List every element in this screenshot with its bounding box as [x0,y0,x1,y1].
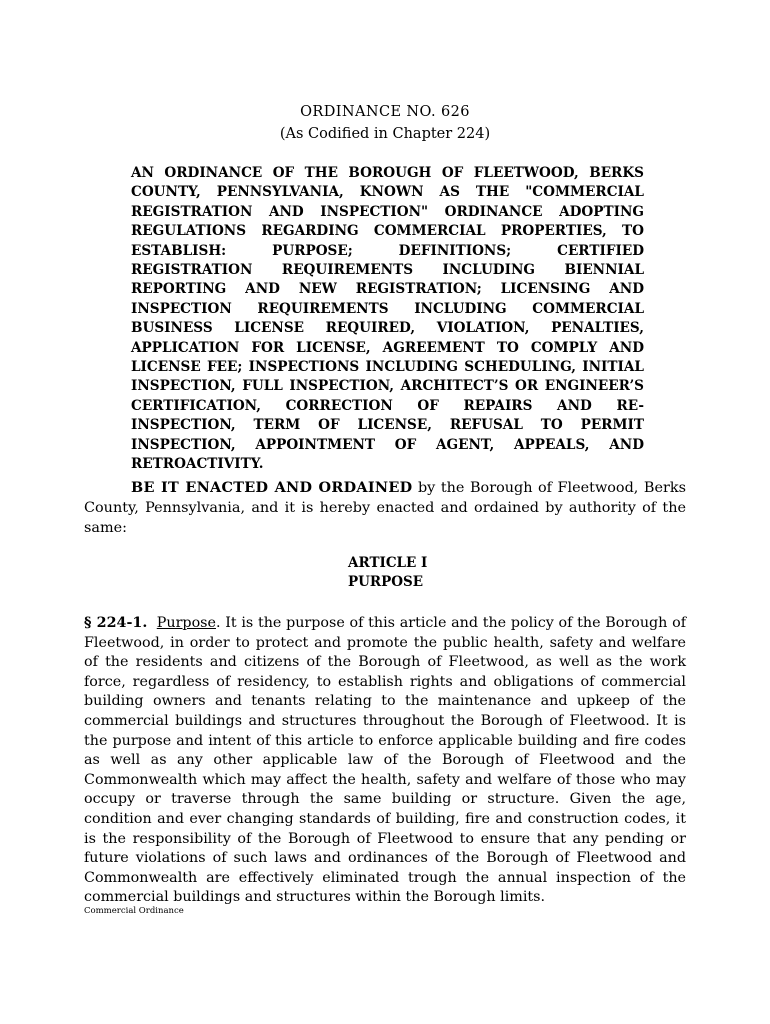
section-number: § 224-1. [84,615,148,631]
ordinance-subtitle: (As Codified in Chapter 224) [279,126,491,142]
enactment-body: by the Borough of Fleetwood, Berks County, Pennsylvania, and it is hereby enacted and ordained by authority of the same: [84,480,686,536]
article-heading [348,554,427,592]
enactment-lead: BE IT ENACTED AND ORDAINED [131,479,413,496]
section-body: It is the purpose of this article and the policy of the Borough of Fleetwood, in order to protect and promote the public health, safety and welfare of the residents and citizens of the Borough of Fleetwood, as well as the work force, regardless of residency, to establish rights and obligations of commercial building owners and tenants relating to the maintenance and upkeep of the commercial buildings and structures throughout the Borough of Fleetwood. It is the purpose and intent of this article to enforce applicable building and fire codes as well as any other applicable law of the Borough of Fleetwood and the Commonwealth which may affect the health, safety and welfare of those who may occupy or traverse through the same building or structure. Given the age, condition and ever changing standards of building, fire and construction codes, it is the responsibility of the Borough of Fleetwood to ensure that any pending or future violations of such laws and ordinances of the Borough of Fleetwood and Commonwealth are effectively eliminated trough the annual inspection of the commercial buildings and structures within the Borough limits. [84,615,686,906]
enactment-clause [84,478,686,538]
ordinance-title: ORDINANCE NO. 626 [300,104,470,120]
section-heading: Purpose [156,615,216,631]
ordinance-caption: AN ORDINANCE OF THE BOROUGH OF FLEETWOOD, BERKS COUNTY, PENNSYLVANIA, KNOWN AS THE "COMMERCIAL REGISTRATION AND INSPECTION" ORDINANCE ADOPTING REGULATIONS REGARDING COMMERCIAL PROPERTIES, TO ESTABLISH: PURPOSE; DEFINITIONS; CERTIFIED REGISTRATION REQUIREMENTS INCLUDING BIENNIAL REPORTING AND NEW REGISTRATION; LICENSING AND INSPECTION REQUIREMENTS INCLUDING COMMERCIAL BUSINESS LICENSE REQUIRED, VIOLATION, PENALTIES, APPLICATION FOR LICENSE, AGREEMENT TO COMPLY AND LICENSE FEE; INSPECTIONS INCLUDING SCHEDULING, INITIAL INSPECTION, FULL INSPECTION, ARCHITECT’S OR ENGINEER’S CERTIFICATION, CORRECTION OF REPAIRS AND RE-INSPECTION, TERM OF LICENSE, REFUSAL TO PERMIT INSPECTION, APPOINTMENT OF AGENT, APPEALS, AND RETROACTIVITY. [131,165,644,473]
article-title: PURPOSE [348,574,424,590]
article-number: ARTICLE I [348,555,428,571]
page-footer: Commercial Ordinance [84,906,184,916]
section-224-1: § 224-1. Purpose. It is the purpose of this article and the policy of the Borough of Fleetwood, in order to protect and promote the public health, safety and welfare of the residents and citizens of the Borough of Fleetwood, as well as the work force, regardless of residency, to establish rights and obligations of commercial building owners and tenants relating to the maintenance and upkeep of the commercial buildings and structures throughout the Borough of Fleetwood. It is the purpose and intent of this article to enforce applicable building and fire codes as well as any other applicable law of the Borough of Fleetwood and the Commonwealth which may affect the health, safety and welfare of those who may occupy or traverse through the same building or structure. Given the age, condition and ever changing standards of building, fire and construction codes, it is the responsibility of the Borough of Fleetwood to ensure that any pending or future violations of such laws and ordinances of the Borough of Fleetwood and Commonwealth are effectively eliminated trough the annual inspection of the commercial buildings and structures within the Borough limits. [84,615,686,906]
